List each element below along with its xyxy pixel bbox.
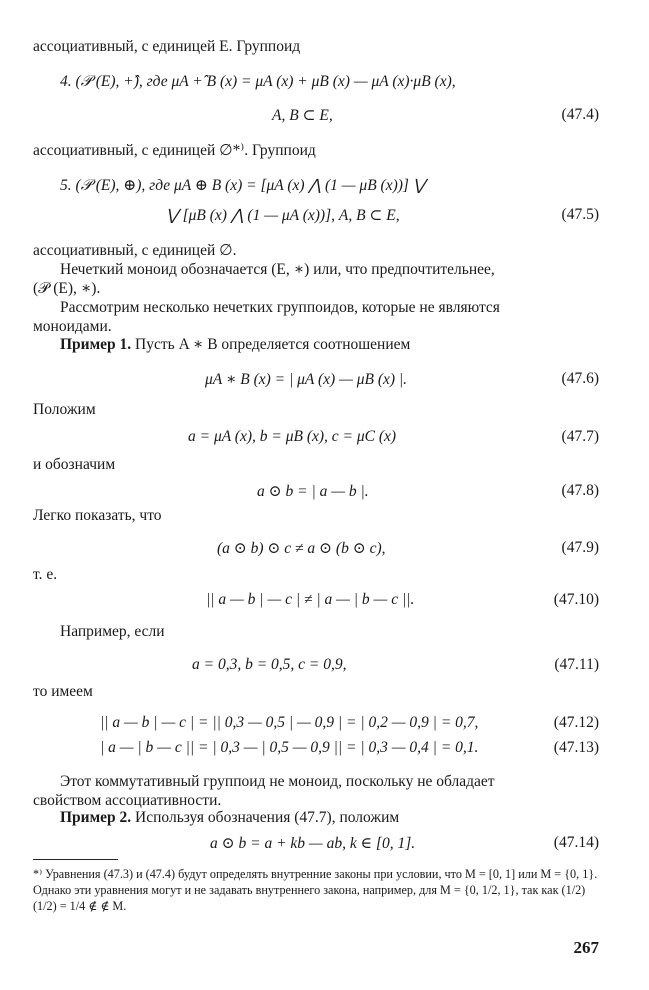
equation-line: || a — b | — c | ≠ | a — | b — c ||. [206,591,415,608]
text-line: Легко показать, что [33,507,162,524]
equation-number: (47.10) [553,591,599,608]
equation-number: (47.8) [561,482,599,499]
equation-line: (a ⊙ b) ⊙ c ≠ a ⊙ (b ⊙ c), [217,540,386,557]
equation-number: (47.9) [561,539,599,556]
text-line: ассоциативный, с единицей E. Группоид [33,38,301,55]
example-label: Пример 1. [60,336,132,353]
equation-line: A, B ⊂ E, [272,107,333,124]
equation-line: || a — b | — c | = || 0,3 — 0,5 | — 0,9 | = | 0,2 — 0,9 | = 0,7, [100,714,479,731]
page-number: 267 [573,938,599,957]
example-label: Пример 2. [60,809,132,826]
equation-number: (47.5) [561,206,599,223]
equation-line: a ⊙ b = a + kb — ab, k ∈ [0, 1]. [210,835,416,852]
example-text: Используя обозначения (47.7), положим [131,809,400,826]
footnote: *⁾ Уравнения (47.3) и (47.4) будут определять внутренние законы при условии, что M = [0, 1] или M = {0, 1}. Однако эти уравнения могут и не задавать внутреннего закона, например, для M = {0, 1/2, 1}, так как (1/2) (1/2) = 1/4 ∉ ∉ M. [33,867,598,913]
equation-number: (47.4) [561,106,599,123]
equation-number: (47.12) [553,714,599,731]
text-line: свойством ассоциативности. [33,792,222,809]
text-line: ассоциативный, с единицей ∅*⁾. Группоид [33,142,316,159]
text-line: Нечеткий моноид обозначается (E, ∗) или, что предпочтительнее, [60,261,495,278]
example-text: Пусть A ∗ B определяется соотношением [131,336,411,353]
equation-line: μA ∗ B (x) = | μA (x) — μB (x) |. [205,371,408,388]
example-heading [60,335,410,354]
text-line: (𝒫 (E), ∗). [33,280,101,297]
equation-line: a = 0,3, b = 0,5, c = 0,9, [192,656,347,673]
text-line: Положим [33,401,96,418]
text-line: Например, если [60,623,165,640]
text-line: Этот коммутативный группоид не моноид, поскольку не обладает [60,773,495,790]
equation-number: (47.6) [561,370,599,387]
equation-line: a ⊙ b = | a — b |. [257,483,369,500]
equation-line: 4. (𝒫 (E), +̂), где μA +̂ B (x) = μA (x) + μB (x) — μA (x)·μB (x), [60,73,456,90]
equation-line: ⋁ [μB (x) ⋀ (1 — μA (x))], A, B ⊂ E, [166,207,400,224]
footnote-divider [33,859,118,860]
equation-line: 5. (𝒫 (E), ⊕), где μA ⊕ B (x) = [μA (x) ⋀ (1 — μB (x))] ⋁ [60,177,426,194]
text-line: т. е. [33,566,58,583]
text-line: ассоциативный, с единицей ∅. [33,242,237,259]
text-line: и обозначим [33,456,116,473]
equation-number: (47.11) [554,656,599,673]
text-line: моноидами. [33,318,112,335]
equation-line: a = μA (x), b = μB (x), c = μC (x) [188,428,397,445]
equation-number: (47.13) [553,739,599,756]
equation-number: (47.14) [553,834,599,851]
equation-number: (47.7) [561,428,599,445]
example-heading [60,809,399,827]
text-line: Рассмотрим несколько нечетких группоидов, которые не являются [60,299,500,316]
equation-line: | a — | b — c || = | 0,3 — | 0,5 — 0,9 || = | 0,3 — 0,4 | = 0,1. [100,739,479,756]
text-line: то имеем [33,683,93,700]
